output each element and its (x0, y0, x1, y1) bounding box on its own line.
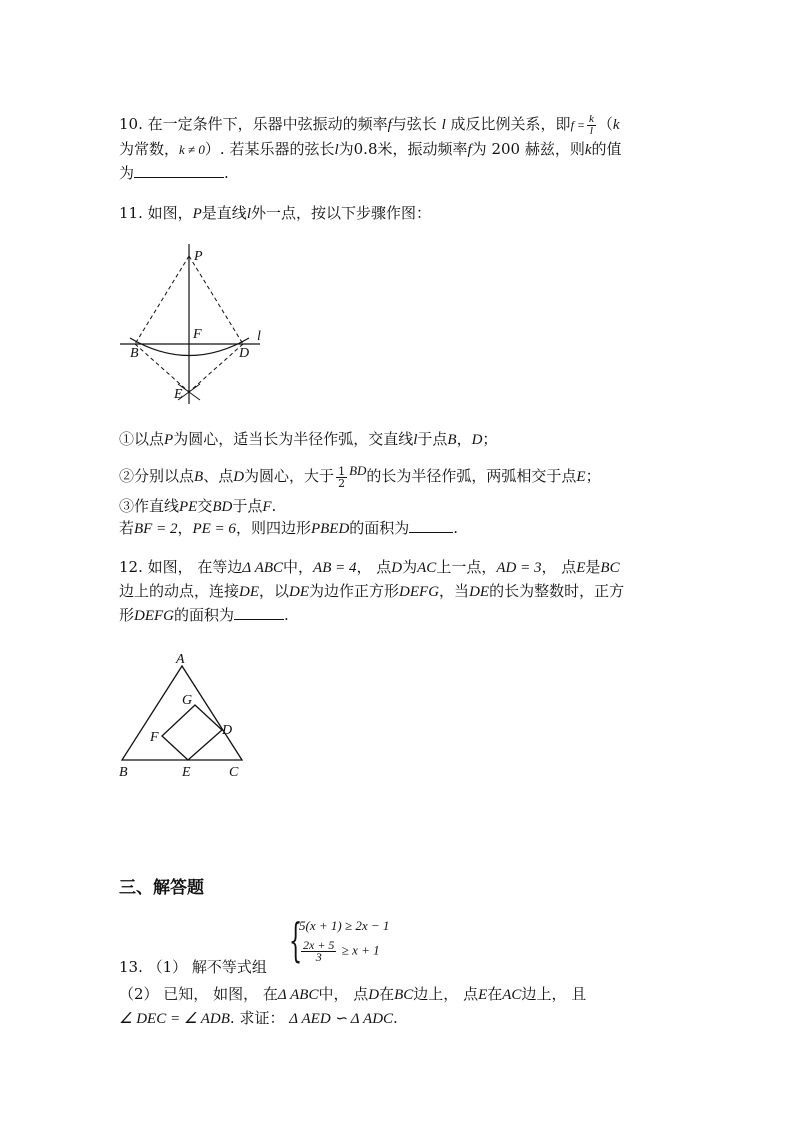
text: ②分别以点 (119, 467, 195, 485)
text: 的长为半径作弧，两弧相交于点 (366, 467, 577, 485)
var: BC (600, 560, 620, 576)
segment-PB (135, 256, 189, 344)
text: （ (597, 115, 613, 133)
answer-blank[interactable] (234, 605, 284, 620)
var: B (447, 432, 457, 448)
label-F: F (150, 730, 159, 745)
label-B: B (130, 346, 139, 361)
var: DE (469, 584, 490, 600)
var: AC (502, 987, 522, 1003)
text: 边上的动点，连接 (119, 582, 240, 600)
var: BC (394, 987, 414, 1003)
formula-den: l (589, 124, 593, 137)
q13-part2-line1 (119, 983, 586, 1006)
text: 13. （1） 解不等式组 (119, 958, 267, 976)
text: （2） 已知， 如图， 在 (119, 985, 278, 1003)
text: 的长为整数时，正方 (489, 582, 625, 600)
text: . (224, 164, 229, 182)
q10-line2 (119, 138, 622, 161)
text: 为 (119, 164, 135, 182)
label-F: F (193, 327, 202, 342)
var-P: P (192, 206, 202, 222)
inequality-2 (299, 940, 380, 963)
text: 成反比例关系，即 (450, 115, 571, 133)
text: 为圆心，适当长为半径作弧，交直线 (173, 430, 414, 448)
ineq2-fraction (301, 940, 336, 963)
q10-line3 (119, 162, 229, 184)
formula-num: k (589, 112, 594, 125)
text: 、点 (203, 467, 234, 485)
inequality-1: 5(x + 1) ≥ 2x − 1 (299, 918, 390, 933)
var: BF = 2 (134, 521, 178, 537)
text: 上一点， (436, 558, 497, 576)
text: 交 (197, 497, 213, 515)
var-l: l (441, 117, 446, 133)
q11-figure (110, 238, 280, 410)
text: ， 点 (541, 558, 577, 576)
den: 2 (338, 476, 346, 490)
label-D: D (239, 346, 250, 361)
q12-figure (112, 648, 252, 780)
text: ， 点 (356, 558, 392, 576)
text: 的值 (591, 140, 622, 158)
text: 为边作正方形 (309, 582, 400, 600)
text: 中， 点 (318, 985, 369, 1003)
brace-icon: { (289, 913, 303, 967)
q10-line1 (119, 113, 620, 137)
text: 中， (283, 558, 314, 576)
text: 在 (379, 985, 395, 1003)
var: AD = 3 (496, 560, 542, 576)
var: Δ ABC (277, 987, 319, 1003)
var: D (391, 560, 403, 576)
var: D (368, 987, 380, 1003)
var: D (233, 469, 245, 485)
segment-DE (189, 344, 243, 392)
var: DEFG (399, 584, 440, 600)
text: . (271, 497, 277, 515)
text: . (284, 606, 289, 624)
text: 边上， 点 (413, 985, 479, 1003)
q11-condition (119, 517, 458, 540)
var-l: l (334, 142, 339, 158)
answer-blank[interactable] (134, 163, 224, 178)
text: 为0.8米，振动频率 (338, 140, 468, 158)
text: ； (585, 467, 601, 485)
q12-line3 (119, 604, 289, 627)
label-B: B (119, 765, 128, 780)
inequality-system (289, 914, 419, 972)
label-E: E (182, 765, 191, 780)
text: 10. 在一定条件下，乐器中弦振动的频率 (119, 115, 388, 133)
text: 11. 如图， (119, 204, 193, 222)
triangle-ABC (122, 666, 242, 760)
text: 是直线 (201, 204, 247, 222)
var: Δ AED ∽ Δ ADC (289, 1011, 394, 1027)
text: 为圆心，大于 (244, 467, 335, 485)
text: ， (456, 430, 472, 448)
q11-step2 (119, 465, 601, 489)
num: 1 (338, 464, 346, 478)
q12-line2 (119, 580, 624, 603)
text: ； (482, 430, 498, 448)
text: 外一点，按以下步骤作图： (250, 204, 431, 222)
var: DE (239, 584, 260, 600)
q12-line1 (119, 556, 620, 579)
var: PE (179, 499, 198, 515)
var-k: k (584, 142, 592, 158)
formula-lhs: f = (570, 118, 585, 132)
text: . (393, 1009, 398, 1027)
q13-part1 (119, 956, 267, 978)
var: PE = 6 (192, 521, 236, 537)
label-E: E (174, 387, 183, 402)
var: ∠ DEC = ∠ ADB (119, 1011, 230, 1027)
label-A: A (176, 652, 185, 667)
text: 的面积为 (349, 519, 410, 537)
k-not-zero: k ≠ 0 (179, 142, 205, 157)
text: ，则四边形 (235, 519, 311, 537)
text: 边上， 且 (521, 985, 587, 1003)
var: P (164, 432, 174, 448)
text: 12. 如图， 在等边 (119, 558, 243, 576)
var-k: k (612, 117, 620, 133)
q11-step1 (119, 428, 497, 451)
text: 形 (119, 606, 135, 624)
rhs: ≥ x + 1 (341, 942, 380, 958)
formula-fraction (587, 114, 596, 137)
var: F (262, 499, 272, 515)
text: 于点 (417, 430, 448, 448)
var: E (576, 560, 586, 576)
answer-blank[interactable] (409, 518, 453, 533)
q11-step3 (119, 495, 276, 518)
text: 为 200 赫兹，则 (471, 140, 585, 158)
text: 于点 (232, 497, 263, 515)
var-f: f (387, 117, 392, 133)
text: 为常数， (119, 140, 180, 158)
label-P: P (194, 249, 203, 264)
var: D (471, 432, 483, 448)
text: ③作直线 (119, 497, 180, 515)
text: ①以点 (119, 430, 165, 448)
var: B (194, 469, 204, 485)
var-l: l (246, 206, 251, 222)
text: 若 (119, 519, 135, 537)
var-f: f (467, 142, 472, 158)
text: ）. 若某乐器的弦长 (204, 140, 335, 158)
text: 是 (585, 558, 601, 576)
q11-line1 (119, 202, 431, 225)
var: E (576, 469, 586, 485)
var: PBED (310, 521, 350, 537)
var: AB = 4 (313, 560, 357, 576)
text: ，当 (439, 582, 470, 600)
label-G: G (182, 693, 193, 708)
num: 2x + 5 (303, 938, 335, 952)
var: l (413, 432, 418, 448)
text: 的面积为 (174, 606, 235, 624)
var: Δ ABC (242, 560, 284, 576)
var: DE (289, 584, 310, 600)
section-title: 三、解答题 (119, 878, 204, 898)
den: 3 (315, 950, 322, 964)
text: 在 (487, 985, 503, 1003)
var: BD (349, 463, 367, 478)
var: AC (417, 560, 437, 576)
text: . (453, 519, 459, 537)
label-C: C (229, 765, 239, 780)
label-D: D (222, 723, 233, 738)
text: 为 (402, 558, 418, 576)
var: DEFG (134, 608, 175, 624)
var: BD (212, 499, 233, 515)
q13-part2-line2 (119, 1007, 398, 1030)
text: ， (177, 519, 193, 537)
half-fraction (336, 466, 347, 489)
label-l: l (257, 329, 261, 344)
text: 与弦长 (391, 115, 437, 133)
square-DEFG (162, 705, 222, 760)
text: ，以 (259, 582, 290, 600)
var: E (478, 987, 488, 1003)
text: . 求证： (229, 1009, 285, 1027)
